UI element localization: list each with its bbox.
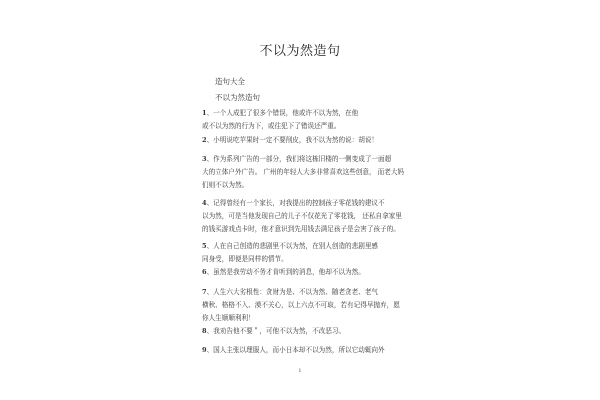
paragraph-text: 、一个人成犯了很多个错误，他或许不以为然，在他 或不以为然的行为下，或往犯下了错误还严重。 (202, 109, 359, 130)
paragraph-text: 、记得曾经有一个家长，对我提出的控制孩子零花钱的建议不 以为然，可是当他发现自己的儿子不仅花光了零花钱， 还私自拿家里 的钱买游戏点卡时，他才意识到先用钱去满足孩子是会害了孩子的。 (202, 199, 402, 233)
paragraph-4 (202, 197, 404, 236)
paragraph-text: 、小明说吃苹果时一定不要削皮，我不以为然的说：胡说！ (206, 136, 379, 144)
paragraph-number: 1 (202, 109, 207, 117)
paragraph-text: 、作为系列广告的一部分，我们将这栋旧楼的一侧变成了一面超 大的立体户外广告。 广州的年轻人大多非常喜欢这些创意， 而老大妈 们则不以为然。 (202, 155, 405, 189)
paragraph-9 (202, 344, 404, 357)
paragraph-7 (202, 286, 404, 325)
paragraph-text: 、人生六大劣根性：贪财为是、不以为然、随老贪老、老气 横秋、格格不入、漠不关心，以上六点不可取，若有记得早抛弃，愿 你人生顺顺利利！ (202, 288, 400, 322)
paragraph-text: 、人在自己创造的悲剧里不以为然，在别人创造的悲剧里感 同身受，即便是同样的情节。 (202, 242, 379, 263)
paragraph-number: 4 (202, 199, 207, 207)
paragraph-number: 3 (202, 155, 207, 163)
paragraph-number: 7 (202, 288, 207, 296)
paragraph-5 (202, 240, 404, 266)
paragraph-text: 、我劝告他不要＂，可他不以为然，不改恶习。 (206, 327, 346, 335)
topic-heading: 不以为然造句 (215, 93, 260, 102)
paragraph-number: 8 (202, 327, 207, 335)
paragraph-text: 、国人主张以理服人，而小日本却不以为然，所以它动辄向外 (206, 346, 385, 354)
paragraph-number: 5 (202, 242, 207, 250)
paragraph-number: 9 (202, 346, 207, 354)
paragraph-number: 6 (202, 268, 207, 276)
paragraph-8 (202, 325, 404, 338)
paragraph-text: 、虽然是我劳动不务才肯听到的消息，他却不以为然。 (206, 268, 365, 276)
subheading: 造句大全 (215, 77, 245, 86)
paragraph-1 (202, 107, 404, 133)
page-number: 1 (298, 368, 302, 374)
document-title: 不以为然造句 (259, 44, 341, 59)
paragraph-number: 2 (202, 136, 207, 144)
paragraph-3 (202, 153, 404, 192)
paragraph-6 (202, 266, 404, 279)
paragraph-2 (202, 134, 404, 147)
